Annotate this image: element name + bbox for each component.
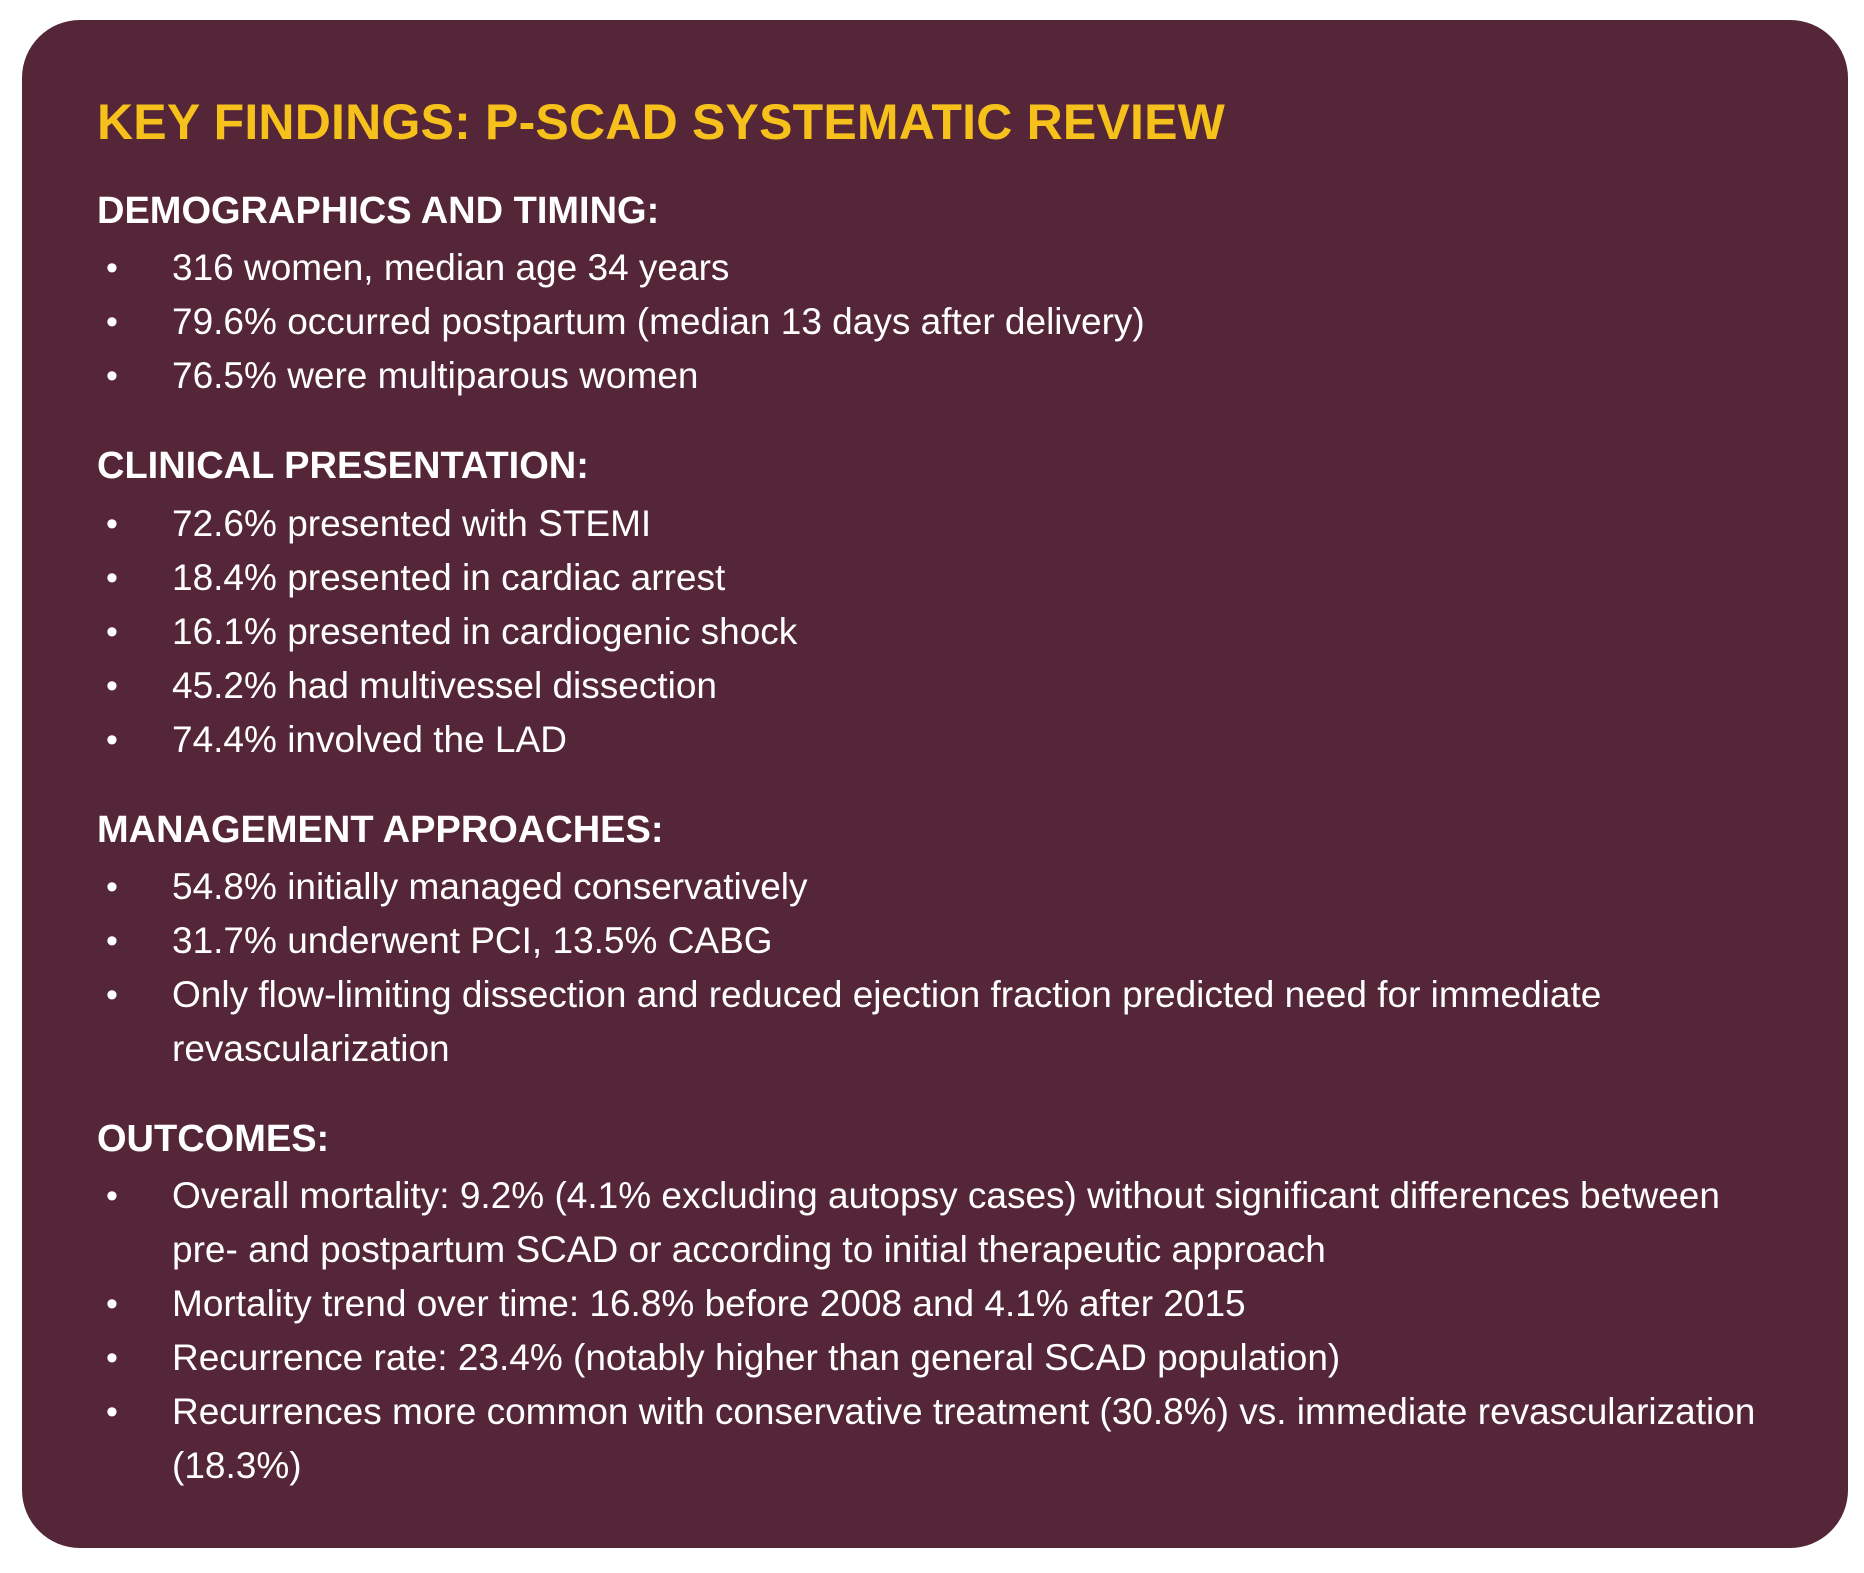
bullet-icon: • (106, 921, 118, 960)
bullet-text: Overall mortality: 9.2% (4.1% excluding autopsy cases) without significant differences between pre- and postpartum SCAD or according to initial therapeutic approach (172, 1175, 1720, 1271)
bullet-text: Recurrence rate: 23.4% (notably higher than general SCAD population) (172, 1337, 1341, 1379)
bullet-text: 16.1% presented in cardiogenic shock (172, 610, 798, 652)
bullet-item (97, 860, 1788, 914)
bullet-item (97, 659, 1788, 713)
card-title: KEY FINDINGS: P-SCAD SYSTEMATIC REVIEW (97, 94, 1226, 150)
bullet-item (97, 349, 1788, 403)
section-demographics-and-timing (97, 186, 1788, 403)
bullet-text: Mortality trend over time: 16.8% before 2008 and 4.1% after 2015 (172, 1283, 1246, 1325)
bullet-text: 79.6% occurred postpartum (median 13 days after delivery) (172, 301, 1145, 343)
bullet-item (97, 241, 1788, 295)
bullet-icon: • (106, 720, 118, 759)
bullet-icon: • (106, 357, 118, 396)
bullet-text: 74.4% involved the LAD (172, 718, 567, 760)
bullet-item (97, 1169, 1788, 1277)
bullet-list (97, 1169, 1788, 1493)
bullet-icon: • (106, 504, 118, 543)
bullet-text: 31.7% underwent PCI, 13.5% CABG (172, 919, 773, 961)
bullet-text: 45.2% had multivessel dissection (172, 664, 718, 706)
bullet-item (97, 497, 1788, 551)
bullet-text: Recurrences more common with conservative treatment (30.8%) vs. immediate revascularization (18.3%) (172, 1391, 1756, 1487)
key-findings-card (22, 20, 1848, 1548)
section-heading: DEMOGRAPHICS AND TIMING: (97, 190, 660, 232)
bullet-icon: • (106, 1177, 118, 1216)
section-management-approaches (97, 805, 1788, 1076)
bullet-icon: • (106, 612, 118, 651)
bullet-list (97, 241, 1788, 403)
section-clinical-presentation (97, 441, 1788, 766)
bullet-icon: • (106, 867, 118, 906)
bullet-icon: • (106, 249, 118, 288)
section-heading: MANAGEMENT APPROACHES: (97, 808, 664, 851)
sections-container (97, 186, 1788, 1493)
bullet-text: 76.5% were multiparous women (172, 355, 699, 397)
section-outcomes (97, 1114, 1788, 1493)
bullet-item (97, 551, 1788, 605)
bullet-icon: • (106, 975, 118, 1014)
bullet-text: 18.4% presented in cardiac arrest (172, 556, 726, 598)
section-heading: CLINICAL PRESENTATION: (97, 445, 589, 488)
bullet-item (97, 605, 1788, 659)
bullet-item (97, 968, 1788, 1076)
bullet-text: 54.8% initially managed conservatively (172, 865, 808, 907)
bullet-list (97, 860, 1788, 1076)
bullet-icon: • (106, 303, 118, 342)
bullet-icon: • (106, 666, 118, 705)
bullet-item (97, 1331, 1788, 1385)
bullet-item (97, 713, 1788, 767)
bullet-list (97, 497, 1788, 767)
bullet-text: 72.6% presented with STEMI (172, 502, 652, 544)
bullet-item (97, 295, 1788, 349)
bullet-item (97, 1385, 1788, 1493)
bullet-icon: • (106, 1339, 118, 1378)
bullet-icon: • (106, 1393, 118, 1432)
bullet-icon: • (106, 1285, 118, 1324)
section-heading: OUTCOMES: (97, 1117, 330, 1160)
bullet-text: 316 women, median age 34 years (172, 247, 730, 289)
bullet-item (97, 1277, 1788, 1331)
bullet-item (97, 914, 1788, 968)
bullet-text: Only flow-limiting dissection and reduced ejection fraction predicted need for immediate revascularization (172, 973, 1602, 1069)
bullet-icon: • (106, 558, 118, 597)
